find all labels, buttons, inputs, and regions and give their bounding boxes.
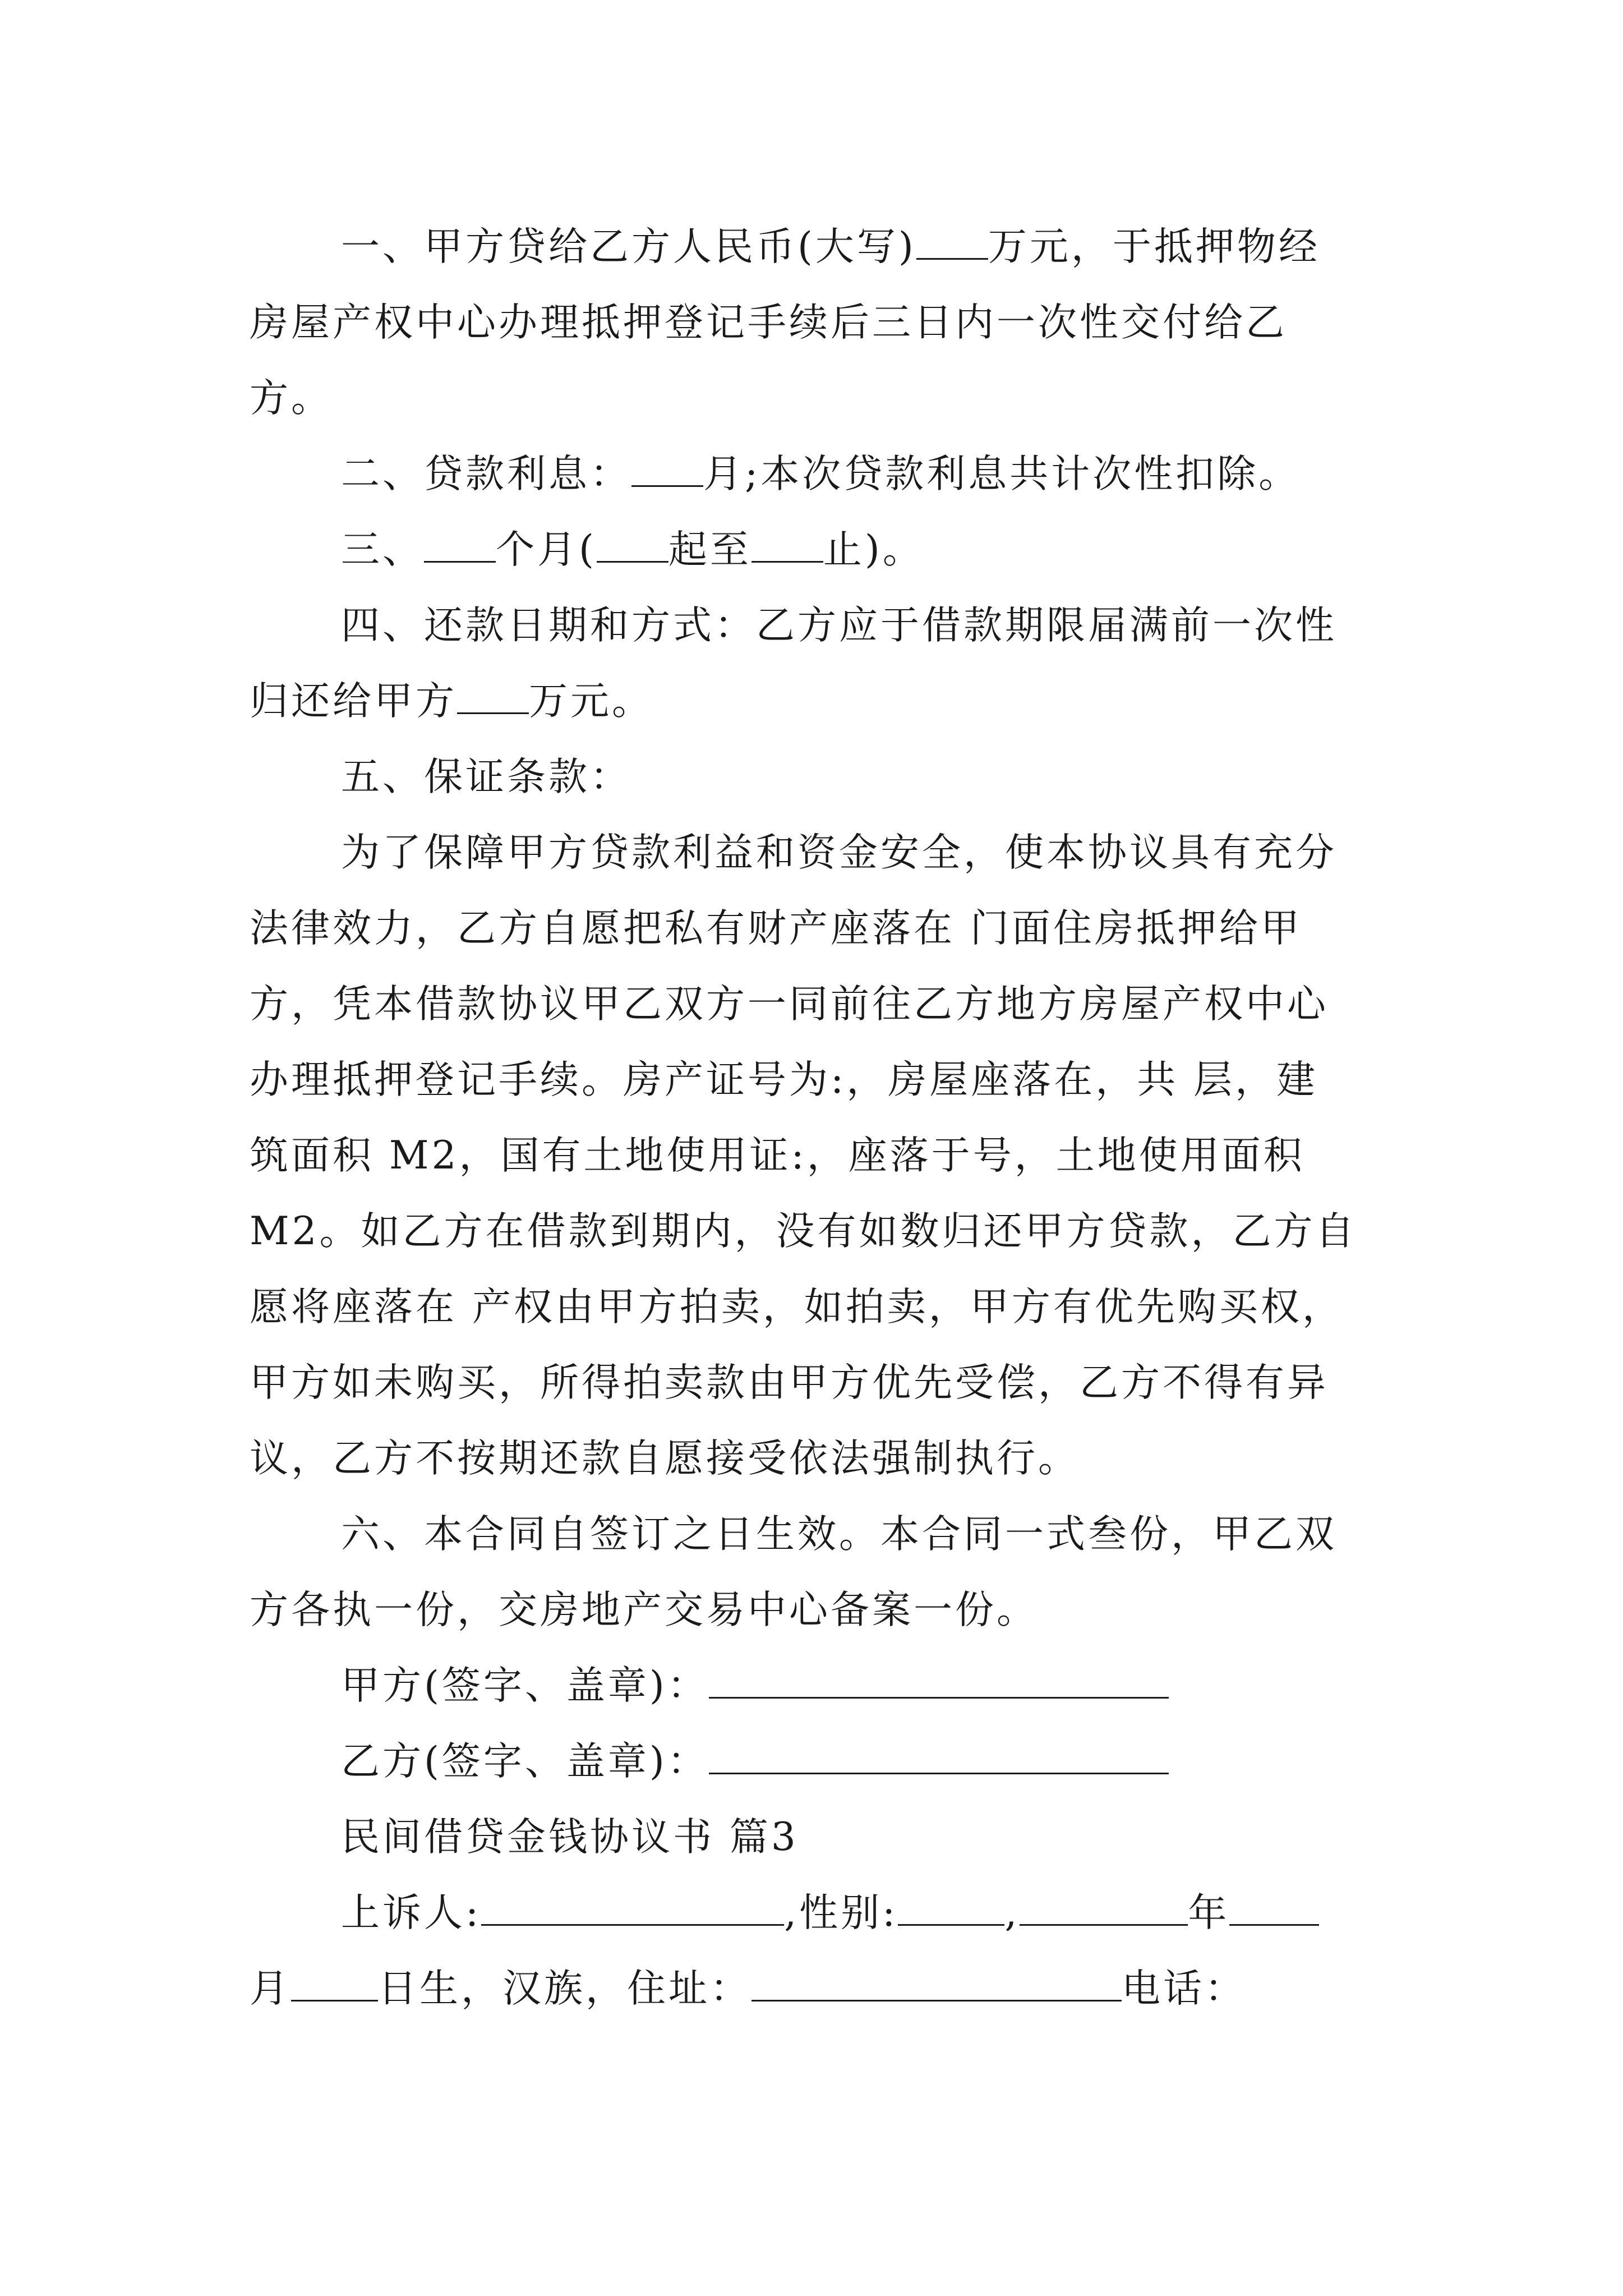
clause-4-line-1: 四、还款日期和方式：乙方应于借款期限届满前一次性 [341,603,1337,648]
year-label: 年 [1188,1890,1230,1935]
term-months-blank[interactable] [424,528,496,563]
guarantee-line-6: M2。如乙方在借款到期内，没有如数归还甲方贷款，乙方自 [250,1209,1357,1254]
party-b-signature-label: 乙方(签字、盖章)： [341,1739,709,1784]
gender-field[interactable] [898,1892,1004,1926]
birth-day-field[interactable] [291,1967,378,2001]
appellant-line-1 [341,1885,1319,1941]
clause-3-text-d: 止)。 [823,527,924,572]
guarantee-line-3: 方，凭本借款协议甲乙双方一同前往乙方地方房屋产权中心 [250,982,1329,1027]
month-label: 月 [250,1966,291,2011]
address-field[interactable] [751,1967,1122,2001]
repay-amount-blank[interactable] [457,680,529,714]
clause-2-text-a: 二、贷款利息： [341,452,631,496]
appellant-name-field[interactable] [481,1892,784,1926]
clause-6-line-1: 六、本合同自签订之日生效。本合同一式叁份，甲乙双 [341,1512,1337,1557]
clause-1-line-3: 方。 [250,376,333,421]
start-date-blank[interactable] [597,528,668,563]
clause-1-text-b: 万元，于抵押物经 [988,224,1320,269]
clause-3-line [341,522,924,578]
clause-3-text-a: 三、 [341,527,424,572]
phone-label: 电话： [1122,1966,1246,2011]
clause-6-line-2: 方各执一份，交房地产交易中心备案一份。 [250,1588,1038,1632]
guarantee-line-2: 法律效力，乙方自愿把私有财产座落在 门面住房抵押给甲 [250,906,1302,951]
appellant-label: 上诉人: [341,1890,482,1935]
clause-1-line-1 [341,219,1320,275]
address-label: 日生，汉族，住址： [378,1966,751,2011]
clause-1-text-a: 一、甲方贷给乙方人民币(大写) [341,224,916,269]
clause-4-text-b: 万元。 [529,679,653,724]
guarantee-line-7: 愿将座落在 产权由甲方拍卖，如拍卖，甲方有优先购买权， [250,1285,1344,1329]
guarantee-line-5: 筑面积 M2，国有土地使用证:，座落于号，土地使用面积 [250,1133,1305,1178]
amount-blank[interactable] [916,226,988,260]
interest-blank[interactable] [631,453,703,487]
clause-4-line-2 [250,673,653,729]
end-date-blank[interactable] [751,528,823,563]
clause-4-text-a: 归还给甲方 [250,679,457,724]
party-a-signature-row [341,1658,1169,1714]
comma-separator: , [1004,1890,1020,1935]
party-a-signature-field[interactable] [709,1664,1169,1699]
clause-2-line [341,446,1300,502]
clause-3-text-b: 个月( [496,527,597,572]
appellant-line-2 [250,1961,1246,2017]
clause-3-text-c: 起至 [668,527,751,572]
party-b-signature-field[interactable] [709,1740,1169,1774]
guarantee-line-1: 为了保障甲方贷款利益和资金安全，使本协议具有充分 [341,830,1337,875]
party-a-signature-label: 甲方(签字、盖章)： [341,1663,709,1708]
section-title: 民间借贷金钱协议书 篇3 [341,1815,799,1860]
birth-month-field[interactable] [1229,1892,1319,1926]
birth-year-field[interactable] [1020,1892,1188,1926]
gender-label: ,性别: [784,1890,898,1935]
clause-5-heading: 五、保证条款： [341,754,631,799]
party-b-signature-row [341,1733,1169,1789]
guarantee-line-4: 办理抵押登记手续。房产证号为:，房屋座落在，共 层，建 [250,1057,1318,1102]
guarantee-line-9: 议，乙方不按期还款自愿接受依法强制执行。 [250,1436,1080,1481]
clause-2-text-b: 月;本次贷款利息共计次性扣除。 [703,452,1301,496]
guarantee-line-8: 甲方如未购买，所得拍卖款由甲方优先受偿，乙方不得有异 [250,1360,1329,1405]
clause-1-line-2: 房屋产权中心办理抵押登记手续后三日内一次性交付给乙 [250,300,1287,345]
